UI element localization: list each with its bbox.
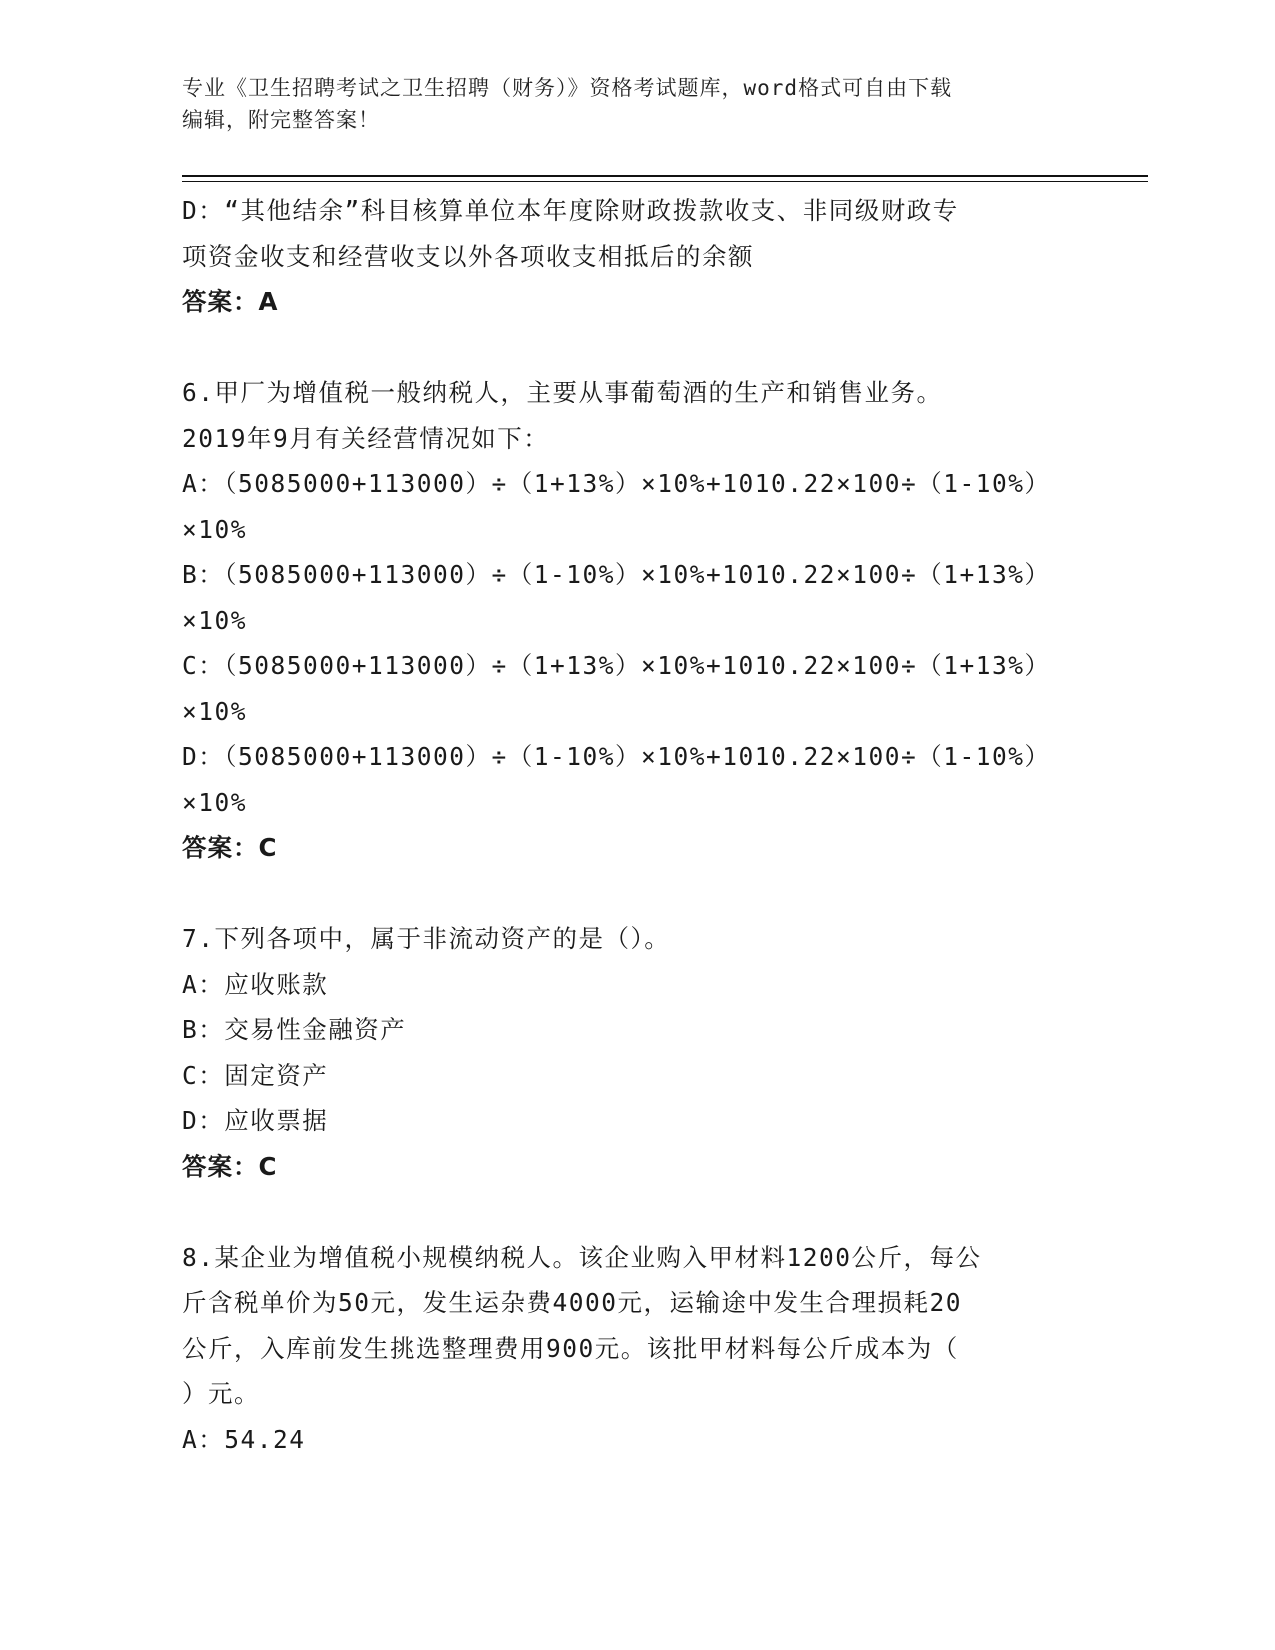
q6-answer: 答案：C <box>182 833 278 862</box>
q6-option-a-line-1: A：（5085000+113000）÷（1+13%）×10%+1010.22×100÷（1-10%） <box>182 469 1051 498</box>
q6-option-d-line-2: ×10% <box>182 787 248 817</box>
q7-text: 7.下列各项中，属于非流动资产的是（）。 <box>182 924 671 953</box>
q7-option-b: B：交易性金融资产 <box>182 1015 407 1044</box>
q7-option-a: A：应收账款 <box>182 969 329 999</box>
q6-option-b-line-2: ×10% <box>182 605 248 635</box>
header-line-2: 编辑，附完整答案！ <box>182 108 380 132</box>
q8-option-a: A：54.24 <box>182 1424 306 1454</box>
spacer <box>182 325 1082 371</box>
prev-option-d-line-1: D：“其他结余”科目核算单位本年度除财政拨款收支、非同级财政专 <box>182 196 959 225</box>
q6-option-d-line-1: D：（5085000+113000）÷（1-10%）×10%+1010.22×100÷（1-10%） <box>182 742 1051 771</box>
q7-answer: 答案：C <box>182 1151 278 1181</box>
q8-text-line-2: 斤含税单价为50元，发生运杂费4000元，运输途中发生合理损耗20 <box>182 1288 962 1317</box>
prev-answer: 答案：A <box>182 287 279 316</box>
q6-text-line-2: 2019年9月有关经营情况如下： <box>182 423 550 453</box>
question-content <box>182 188 1082 1462</box>
q6-option-c-line-1: C：（5085000+113000）÷（1+13%）×10%+1010.22×100÷（1+13%） <box>182 651 1051 680</box>
page-header <box>182 72 1042 136</box>
header-divider-thick <box>182 175 1148 177</box>
header-line-1: 专业《卫生招聘考试之卫生招聘（财务）》资格考试题库，word格式可自由下载 <box>182 76 953 100</box>
spacer <box>182 871 1082 917</box>
q6-text-line-1: 6.甲厂为增值税一般纳税人，主要从事葡萄酒的生产和销售业务。 <box>182 378 943 407</box>
q6-option-c-line-2: ×10% <box>182 696 248 726</box>
q7-option-d: D：应收票据 <box>182 1106 329 1135</box>
q6-option-a-line-2: ×10% <box>182 514 248 544</box>
q8-text-line-1: 8.某企业为增值税小规模纳税人。该企业购入甲材料1200公斤，每公 <box>182 1242 982 1272</box>
q8-text-line-3: 公斤，入库前发生挑选整理费用900元。该批甲材料每公斤成本为（ <box>182 1333 959 1363</box>
header-divider-thin <box>182 181 1148 182</box>
q6-option-b-line-1: B：（5085000+113000）÷（1-10%）×10%+1010.22×100÷（1+13%） <box>182 560 1051 589</box>
spacer <box>182 1189 1082 1235</box>
q7-option-c: C：固定资产 <box>182 1060 329 1090</box>
q8-text-line-4: ）元。 <box>182 1379 260 1408</box>
prev-option-d-line-2: 项资金收支和经营收支以外各项收支相抵后的余额 <box>182 241 754 271</box>
